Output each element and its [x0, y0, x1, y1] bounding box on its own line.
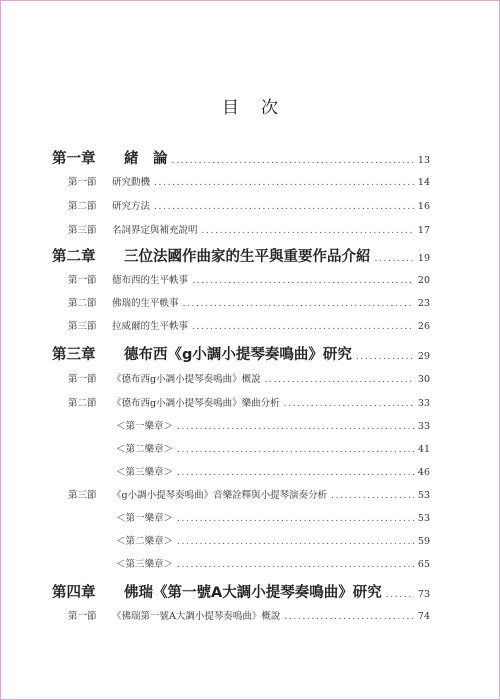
- page-number: 13: [417, 155, 430, 166]
- toc-chapter-row[interactable]: [52, 584, 430, 604]
- dot-leader: [192, 272, 414, 290]
- section-title: 《g小調小提琴奏鳴曲》音樂詮釋與小提琴演奏分析: [112, 490, 328, 501]
- section-label: 第二節: [68, 201, 97, 212]
- chapter-label: 第三章: [52, 347, 96, 363]
- chapter-label: 第一章: [52, 151, 96, 167]
- dot-leader: [154, 174, 414, 192]
- dot-leader: [172, 152, 414, 170]
- section-label: 第一節: [68, 374, 97, 385]
- toc-section-row[interactable]: [68, 272, 430, 290]
- chapter-title: 佛瑞《第一號A大調小提琴奏鳴曲》研究: [124, 585, 382, 601]
- page-number: 16: [417, 201, 430, 212]
- page-number: 59: [417, 536, 430, 547]
- dot-leader: [284, 395, 414, 413]
- dot-leader: [375, 250, 414, 268]
- toc-movement-row[interactable]: [116, 441, 430, 459]
- toc-section-row[interactable]: [68, 198, 430, 216]
- section-title: 德布西的生平軼事: [112, 275, 189, 286]
- section-title: 研究動機: [112, 177, 151, 188]
- section-label: 第二節: [68, 398, 97, 409]
- dot-leader: [284, 608, 414, 626]
- section-label: 第一節: [68, 275, 97, 286]
- toc-section-row[interactable]: [68, 371, 430, 389]
- section-label: 第三節: [68, 490, 97, 501]
- toc-section-row[interactable]: [68, 487, 430, 505]
- section-title: 《德布西g小調小提琴奏鳴曲》樂曲分析: [112, 398, 280, 409]
- dot-leader: [356, 348, 414, 366]
- chapter-label: 第四章: [52, 585, 96, 601]
- chapter-title: 緒 論: [124, 151, 168, 167]
- movement-title: ＜第二樂章＞: [116, 536, 174, 547]
- movement-title: ＜第三樂章＞: [116, 559, 174, 570]
- toc-section-row[interactable]: [68, 174, 430, 192]
- section-title: 名詞界定與補充說明: [112, 225, 198, 236]
- toc-movement-row[interactable]: [116, 464, 430, 482]
- dot-leader: [177, 510, 414, 528]
- dot-leader: [177, 464, 414, 482]
- chapter-title: 三位法國作曲家的生平與重要作品介紹: [124, 249, 371, 265]
- dot-leader: [386, 586, 414, 604]
- dot-leader: [265, 371, 414, 389]
- dot-leader: [202, 222, 414, 240]
- toc-movement-row[interactable]: [116, 510, 430, 528]
- page-number: 46: [417, 467, 430, 478]
- page-number: 74: [417, 611, 430, 622]
- dot-leader: [177, 533, 414, 551]
- chapter-title: 德布西《g小調小提琴奏鳴曲》研究: [124, 347, 352, 363]
- page-number: 53: [417, 490, 430, 501]
- section-label: 第三節: [68, 321, 97, 332]
- page-number: 65: [417, 559, 430, 570]
- page-number: 33: [417, 421, 430, 432]
- page-number: 30: [417, 374, 430, 385]
- dot-leader: [177, 418, 414, 436]
- page-number: 23: [417, 298, 430, 309]
- toc-movement-row[interactable]: [116, 533, 430, 551]
- toc-section-row[interactable]: [68, 318, 430, 336]
- page-number: 20: [417, 275, 430, 286]
- page-number: 26: [417, 321, 430, 332]
- dot-leader: [177, 556, 414, 574]
- toc-section-row[interactable]: [68, 295, 430, 313]
- dot-leader: [192, 318, 414, 336]
- movement-title: ＜第二樂章＞: [116, 444, 174, 455]
- page-number: 41: [417, 444, 430, 455]
- dot-leader: [154, 198, 414, 216]
- toc-section-row[interactable]: [68, 395, 430, 413]
- page-number: 19: [417, 253, 430, 264]
- page-number: 53: [417, 513, 430, 524]
- page-number: 73: [417, 589, 430, 600]
- section-title: 《德布西g小調小提琴奏鳴曲》概說: [112, 374, 261, 385]
- section-title: 佛瑞的生平軼事: [112, 298, 179, 309]
- section-label: 第二節: [68, 298, 97, 309]
- page-number: 33: [417, 398, 430, 409]
- page-number: 29: [417, 351, 430, 362]
- movement-title: ＜第一樂章＞: [116, 421, 174, 432]
- chapter-label: 第二章: [52, 249, 96, 265]
- section-title: 《佛瑞第一號A大調小提琴奏鳴曲》概說: [112, 611, 281, 622]
- toc-section-row[interactable]: [68, 608, 430, 626]
- toc-movement-row[interactable]: [116, 418, 430, 436]
- section-label: 第一節: [68, 177, 97, 188]
- toc-section-row[interactable]: [68, 222, 430, 240]
- dot-leader: [331, 487, 414, 505]
- page-number: 14: [417, 177, 430, 188]
- section-title: 研究方法: [112, 201, 151, 212]
- toc-chapter-row[interactable]: [52, 150, 430, 170]
- section-label: 第三節: [68, 225, 97, 236]
- toc-chapter-row[interactable]: [52, 248, 430, 268]
- dot-leader: [177, 441, 414, 459]
- toc-movement-row[interactable]: [116, 556, 430, 574]
- movement-title: ＜第一樂章＞: [116, 513, 174, 524]
- section-label: 第一節: [68, 611, 97, 622]
- page-number: 17: [417, 225, 430, 236]
- dot-leader: [183, 295, 414, 313]
- toc-title: 目次: [222, 98, 300, 118]
- section-title: 拉威爾的生平軼事: [112, 321, 189, 332]
- movement-title: ＜第三樂章＞: [116, 467, 174, 478]
- toc-chapter-row[interactable]: [52, 346, 430, 366]
